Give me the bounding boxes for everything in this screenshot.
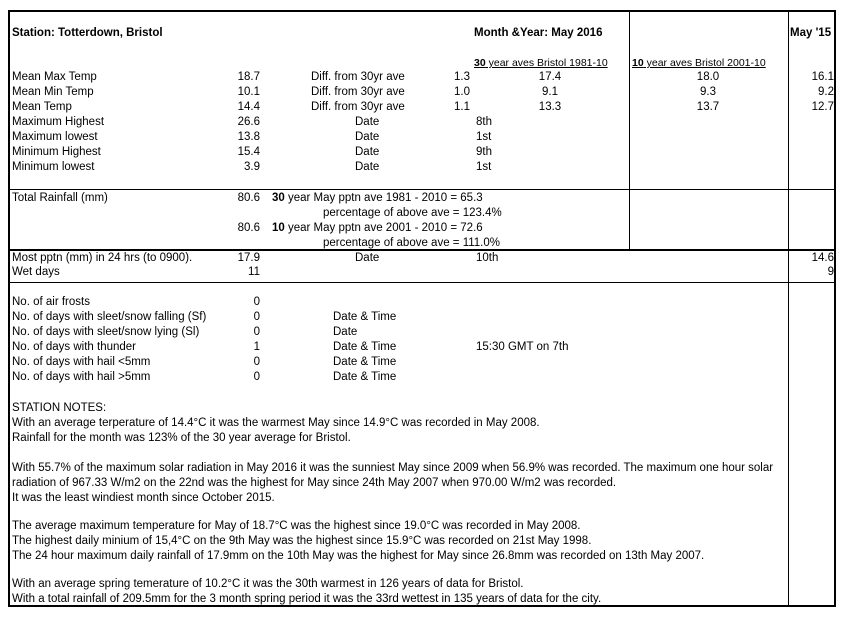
note-line: The highest daily minium of 15,4°C on the 9th May was the highest since 15.9°C was recorded on 21st May 1998.	[12, 535, 592, 547]
count-label: No. of air frosts	[12, 296, 90, 308]
count-label: No. of days with thunder	[12, 341, 137, 353]
note-line: radiation of 967.33 W/m2 on the 22nd was the highest for May since 24th May 2007 when 970.00 W/m2 was recorded.	[12, 477, 617, 489]
diff-label: Diff. from 30yr ave	[311, 86, 405, 98]
aves-10-heading: 10 year aves Bristol 2001-10	[632, 57, 766, 69]
count-label: No. of days with hail >5mm	[12, 371, 151, 383]
ave10-value: 18.0	[696, 71, 720, 83]
rainfall-value: 80.6	[237, 192, 260, 204]
temp-value: 18.7	[237, 71, 260, 83]
aves-30-heading: 30 year aves Bristol 1981-10	[474, 57, 608, 69]
notes-title: STATION NOTES:	[12, 402, 107, 414]
wet-days-value: 11	[248, 266, 260, 278]
ave30-value: 17.4	[538, 71, 562, 83]
count-date-label: Date	[333, 326, 358, 338]
extreme-date: 1st	[476, 131, 492, 143]
note-line: With 55.7% of the maximum solar radiation in May 2016 it was the sunniest May since 2009 when 56.9% was recorded. The maximum one hour solar	[12, 462, 774, 474]
extreme-value: 26.6	[237, 116, 260, 128]
extreme-date: 1st	[476, 161, 492, 173]
rainfall-ave10: 10 year May pptn ave 2001 - 2010 = 72.6	[272, 222, 483, 234]
prev-year-value: 12.7	[811, 101, 834, 113]
most-pptn-prev: 14.6	[811, 252, 834, 264]
rainfall-ave30: 30 year May pptn ave 1981 - 2010 = 65.3	[272, 192, 483, 204]
wet-days-prev: 9	[827, 266, 834, 278]
most-pptn-label: Most pptn (mm) in 24 hrs (to 0900).	[12, 252, 193, 264]
ave10-value: 9.3	[700, 86, 716, 98]
diff-label: Diff. from 30yr ave	[311, 71, 405, 83]
note-line: The average maximum temperature for May of 18.7°C was the highest since 19.0°C was recorded in May 2008.	[12, 520, 581, 532]
note-line: It was the least windiest month since October 2015.	[12, 492, 275, 504]
extreme-value: 3.9	[244, 161, 260, 173]
temp-value: 10.1	[237, 86, 260, 98]
prev-year-value: 9.2	[818, 86, 834, 98]
count-date-label: Date & Time	[333, 311, 397, 323]
note-line: With an average terperature of 14.4°C it was the warmest May since 14.9°C was recorded in May 2008.	[12, 417, 540, 429]
extreme-date-label: Date	[355, 146, 380, 158]
divider	[10, 189, 834, 190]
month-year-title: Month &Year: May 2016	[474, 27, 603, 39]
count-label: No. of days with hail <5mm	[12, 356, 151, 368]
count-date-label: Date & Time	[333, 356, 397, 368]
rainfall-pct30: percentage of above ave = 123.4%	[323, 207, 502, 219]
divider	[629, 12, 630, 251]
count-value: 0	[253, 356, 260, 368]
diff-value: 1.3	[454, 71, 470, 83]
diff-label: Diff. from 30yr ave	[311, 101, 405, 113]
ave30-value: 13.3	[538, 101, 562, 113]
most-pptn-date: 10th	[476, 252, 499, 264]
extreme-date: 8th	[476, 116, 492, 128]
extreme-label: Maximum Highest	[12, 116, 105, 128]
count-label: No. of days with sleet/snow falling (Sf)	[12, 311, 207, 323]
count-date: 15:30 GMT on 7th	[476, 341, 569, 353]
extreme-value: 13.8	[237, 131, 260, 143]
count-value: 0	[253, 296, 260, 308]
prev-year-value: 16.1	[811, 71, 834, 83]
extreme-label: Minimum Highest	[12, 146, 101, 158]
wet-days-label: Wet days	[12, 266, 60, 278]
rainfall-pct10: percentage of above ave = 111.0%	[323, 237, 500, 249]
temp-label: Mean Temp	[12, 101, 72, 113]
extreme-date-label: Date	[355, 116, 380, 128]
count-value: 0	[253, 311, 260, 323]
extreme-value: 15.4	[237, 146, 260, 158]
count-value: 1	[253, 341, 260, 353]
extreme-label: Maximum lowest	[12, 131, 98, 143]
count-date-label: Date & Time	[333, 371, 397, 383]
divider	[10, 282, 834, 283]
ave10-value: 13.7	[696, 101, 720, 113]
temp-label: Mean Max Temp	[12, 71, 97, 83]
most-pptn-value: 17.9	[237, 252, 260, 264]
temp-label: Mean Min Temp	[12, 86, 94, 98]
count-date-label: Date & Time	[333, 341, 397, 353]
note-line: Rainfall for the month was 123% of the 30 year average for Bristol.	[12, 432, 351, 444]
diff-value: 1.0	[454, 86, 470, 98]
diff-value: 1.1	[454, 101, 470, 113]
temp-value: 14.4	[237, 101, 260, 113]
extreme-date-label: Date	[355, 161, 380, 173]
prev-year-title: May '15	[790, 27, 832, 39]
station-title: Station: Totterdown, Bristol	[12, 27, 163, 39]
note-line: With an average spring temerature of 10.2°C it was the 30th warmest in 126 years of data for Bristol.	[12, 578, 524, 590]
extreme-date-label: Date	[355, 131, 380, 143]
count-value: 0	[253, 326, 260, 338]
extreme-date: 9th	[476, 146, 492, 158]
count-label: No. of days with sleet/snow lying (Sl)	[12, 326, 200, 338]
most-pptn-date-label: Date	[355, 252, 380, 264]
note-line: The 24 hour maximum daily rainfall of 17.9mm on the 10th May was the highest for May since 26.8mm was recorded on 13th May 2007.	[12, 550, 705, 562]
note-line: With a total rainfall of 209.5mm for the 3 month spring period it was the 33rd wettest in 135 years of data for the city.	[12, 593, 602, 605]
rainfall-label: Total Rainfall (mm)	[12, 192, 108, 204]
extreme-label: Minimum lowest	[12, 161, 95, 173]
count-value: 0	[253, 371, 260, 383]
rainfall-value-2: 80.6	[237, 222, 260, 234]
ave30-value: 9.1	[542, 86, 558, 98]
